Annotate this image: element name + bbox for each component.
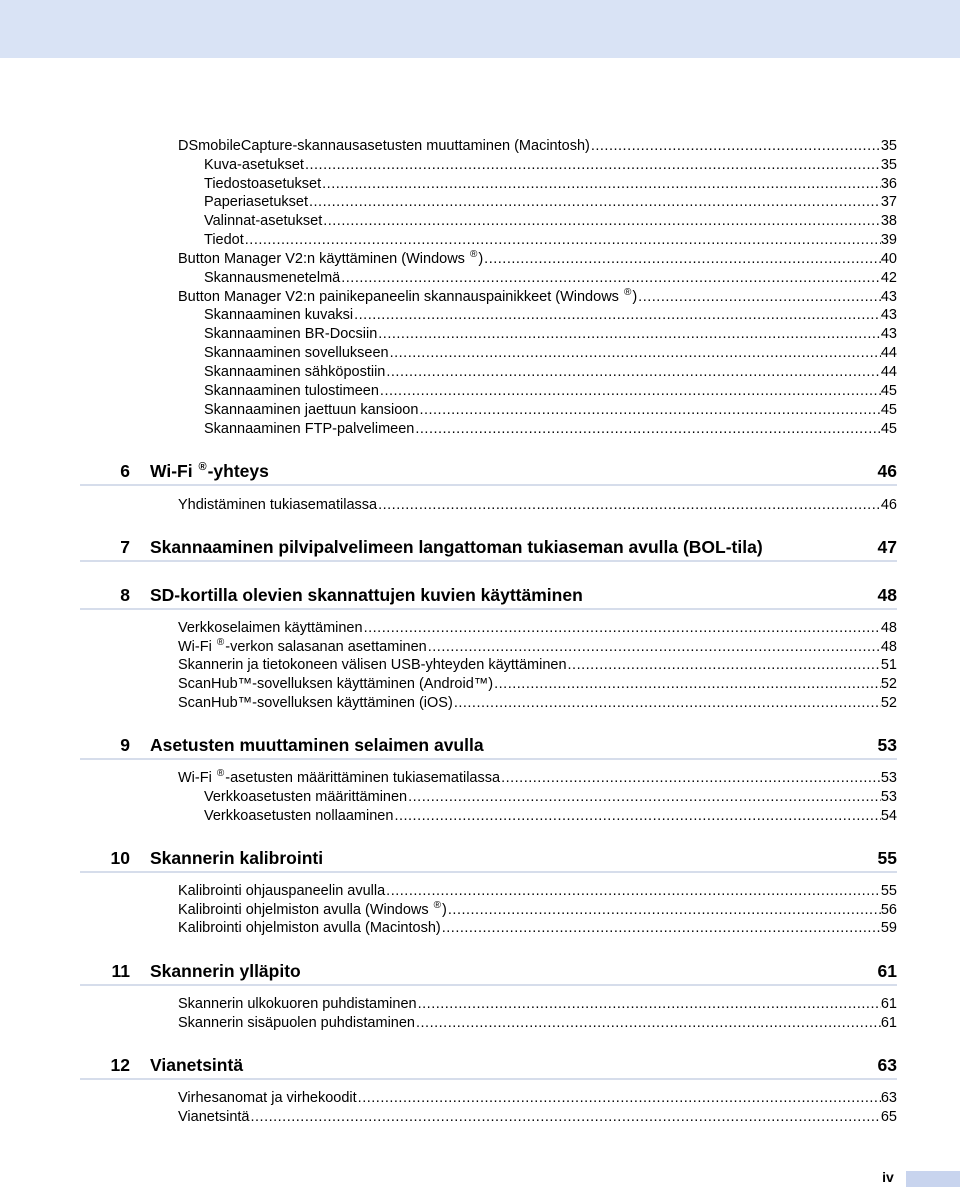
- toc-entry-page: 43: [880, 289, 897, 305]
- chapter-page: 46: [877, 461, 897, 481]
- toc-entry-title: Skannerin sisäpuolen puhdistaminen: [178, 1015, 415, 1031]
- toc-entry-title: Kalibrointi ohjauspaneelin avulla: [178, 883, 386, 899]
- toc-entry-title: ScanHub™-sovelluksen käyttäminen (Android™): [178, 676, 494, 692]
- toc-entry-title: Wi-Fi ®-verkon salasanan asettaminen: [178, 637, 427, 655]
- toc-entry[interactable]: [178, 1108, 897, 1127]
- chapter-heading[interactable]: [80, 1052, 897, 1080]
- toc-leader: [414, 420, 881, 439]
- chapter-number: 6: [120, 461, 130, 481]
- toc-leader: [441, 919, 881, 938]
- toc-entry[interactable]: [178, 638, 897, 657]
- toc-leader: [377, 325, 881, 344]
- footer-band: [906, 1171, 960, 1187]
- toc-entry-page: 35: [880, 138, 897, 154]
- chapter-title: Skannerin kalibrointi: [150, 848, 324, 868]
- toc-leader: [407, 788, 881, 807]
- toc-entry[interactable]: [178, 901, 897, 920]
- chapter-title: Vianetsintä: [150, 1055, 244, 1075]
- chapter-page: 63: [877, 1055, 897, 1075]
- toc-entry[interactable]: [178, 675, 897, 694]
- toc-entry-page: 55: [880, 883, 897, 899]
- toc-entry[interactable]: [204, 382, 897, 401]
- toc-entry[interactable]: [178, 1089, 897, 1108]
- toc-entry[interactable]: [178, 995, 897, 1014]
- chapter-page: 48: [877, 585, 897, 605]
- toc-entry-page: 39: [880, 232, 897, 248]
- toc-entry-page: 46: [880, 497, 897, 513]
- toc-entry[interactable]: [178, 1014, 897, 1033]
- chapter-heading[interactable]: [80, 534, 897, 562]
- toc-entry[interactable]: [204, 212, 897, 231]
- toc-leader: [322, 212, 881, 231]
- toc-entry[interactable]: [204, 269, 897, 288]
- toc-entry-title: Skannaaminen kuvaksi: [204, 307, 354, 323]
- toc-entry[interactable]: [204, 325, 897, 344]
- toc-leader: [357, 1089, 881, 1108]
- toc-leader: [389, 344, 881, 363]
- chapter-page: 47: [877, 537, 897, 557]
- toc-leader: [500, 769, 881, 788]
- toc-entry-title: DSmobileCapture-skannausasetusten muuttaminen (Macintosh): [178, 138, 590, 154]
- toc-entry-title: Vianetsintä: [178, 1109, 250, 1125]
- chapter-title: Asetusten muuttaminen selaimen avulla: [150, 735, 484, 755]
- toc-entry[interactable]: [178, 769, 897, 788]
- toc-entry-title: Button Manager V2:n painikepaneelin skannauspainikkeet (Windows ®): [178, 287, 638, 305]
- toc-entry-page: 63: [880, 1090, 897, 1106]
- registered-mark-icon: ®: [216, 768, 225, 779]
- chapter-page: 55: [877, 848, 897, 868]
- toc-leader: [393, 807, 880, 826]
- toc-entry-title: Button Manager V2:n käyttäminen (Windows ®): [178, 249, 484, 267]
- toc-entry[interactable]: [204, 193, 897, 212]
- toc-entry-title: Paperiasetukset: [204, 194, 308, 210]
- toc-entry[interactable]: [204, 231, 897, 250]
- toc-leader: [415, 1014, 881, 1033]
- toc-entry-page: 53: [880, 789, 897, 805]
- toc-entry[interactable]: [178, 137, 897, 156]
- toc-entry-title: Wi-Fi ®-asetusten määrittäminen tukiasematilassa: [178, 768, 501, 786]
- toc-entry[interactable]: [204, 344, 897, 363]
- toc-leader: [590, 137, 881, 156]
- chapter-heading[interactable]: [80, 845, 897, 873]
- toc-leader: [321, 175, 881, 194]
- toc-entry-title: Skannaaminen tulostimeen: [204, 383, 379, 399]
- toc-entry-page: 43: [880, 326, 897, 342]
- chapter-title: SD-kortilla olevien skannattujen kuvien käyttäminen: [150, 585, 583, 605]
- toc-entry-title: Tiedot: [204, 232, 244, 248]
- toc-entry-title: Skannerin ulkokuoren puhdistaminen: [178, 996, 417, 1012]
- chapter-title: Wi-Fi ®-yhteys: [150, 461, 269, 481]
- toc-entry-page: 43: [880, 307, 897, 323]
- chapter-title: Skannaaminen pilvipalvelimeen langattoman tukiaseman avulla (BOL-tila): [150, 537, 763, 557]
- toc-entry[interactable]: [204, 807, 897, 826]
- chapter-number: 8: [120, 585, 130, 605]
- toc-entry-page: 52: [880, 676, 897, 692]
- toc-leader: [427, 638, 881, 657]
- toc-entry-page: 37: [880, 194, 897, 210]
- chapter-number: 11: [111, 961, 130, 981]
- footer-page-number: iv: [882, 1169, 894, 1185]
- toc-entry-title: Virhesanomat ja virhekoodit: [178, 1090, 357, 1106]
- toc-entry-page: 61: [880, 1015, 897, 1031]
- chapter-number: 9: [120, 735, 130, 755]
- toc-entry[interactable]: [204, 420, 897, 439]
- toc-entry-title: Kuva-asetukset: [204, 157, 304, 173]
- toc-entry-page: 44: [880, 345, 897, 361]
- toc-leader: [418, 401, 880, 420]
- registered-mark-icon: ®: [198, 461, 207, 473]
- chapter-heading[interactable]: [80, 458, 897, 486]
- registered-mark-icon: ®: [623, 287, 632, 298]
- toc-entry-title: Tiedostoasetukset: [204, 176, 322, 192]
- toc-entry[interactable]: [178, 919, 897, 938]
- toc-leader: [363, 619, 881, 638]
- toc-entry-title: Verkkoasetusten nollaaminen: [204, 808, 394, 824]
- toc-entry-title: Verkkoasetusten määrittäminen: [204, 789, 408, 805]
- toc-entry-page: 52: [880, 695, 897, 711]
- chapter-number: 10: [110, 848, 130, 868]
- toc-entry[interactable]: [178, 882, 897, 901]
- toc-leader: [385, 882, 881, 901]
- toc-entry-title: Yhdistäminen tukiasematilassa: [178, 497, 378, 513]
- chapter-page: 61: [877, 961, 897, 981]
- toc-entry[interactable]: [204, 156, 897, 175]
- toc-leader: [447, 901, 881, 920]
- toc-entry[interactable]: [204, 306, 897, 325]
- chapter-heading[interactable]: [80, 582, 897, 610]
- toc-entry[interactable]: [178, 288, 897, 307]
- toc-entry[interactable]: [204, 788, 897, 807]
- registered-mark-icon: ®: [433, 900, 442, 911]
- toc-entry-page: 40: [880, 251, 897, 267]
- toc-entry-page: 54: [880, 808, 897, 824]
- toc-entry[interactable]: [178, 694, 897, 713]
- toc-entry-title: Verkkoselaimen käyttäminen: [178, 620, 363, 636]
- chapter-title: Skannerin ylläpito: [150, 961, 301, 981]
- registered-mark-icon: ®: [216, 637, 225, 648]
- toc-leader: [483, 250, 881, 269]
- toc-entry-title: Kalibrointi ohjelmiston avulla (Windows ®): [178, 900, 447, 918]
- toc-entry-page: 36: [880, 176, 897, 192]
- toc-entry[interactable]: [178, 496, 897, 515]
- toc-entry-page: 42: [880, 270, 897, 286]
- toc-entry[interactable]: [178, 656, 897, 675]
- toc-entry-title: Skannausmenetelmä: [204, 270, 341, 286]
- toc-entry-title: Skannerin ja tietokoneen välisen USB-yhteyden käyttäminen: [178, 657, 567, 673]
- toc-entry-title: Skannaaminen sovellukseen: [204, 345, 389, 361]
- toc-entry[interactable]: [178, 619, 897, 638]
- toc-entry-title: Valinnat-asetukset: [204, 213, 323, 229]
- toc-leader: [304, 156, 881, 175]
- toc-entry-title: Skannaaminen jaettuun kansioon: [204, 402, 419, 418]
- toc-entry[interactable]: [204, 363, 897, 382]
- chapter-number: 12: [110, 1055, 130, 1075]
- chapter-number: 7: [120, 537, 130, 557]
- toc-leader: [340, 269, 881, 288]
- chapter-page: 53: [877, 735, 897, 755]
- chapter-heading[interactable]: [80, 958, 897, 986]
- chapter-heading[interactable]: [80, 732, 897, 760]
- toc-entry[interactable]: [204, 401, 897, 420]
- toc-leader: [453, 694, 881, 713]
- toc-entry-page: 38: [880, 213, 897, 229]
- toc-entry-title: Skannaaminen FTP-palvelimeen: [204, 421, 415, 437]
- toc-leader: [493, 675, 881, 694]
- toc-leader: [379, 382, 881, 401]
- toc-leader: [353, 306, 881, 325]
- toc-entry[interactable]: [204, 175, 897, 194]
- toc-entry-title: Kalibrointi ohjelmiston avulla (Macintosh): [178, 920, 441, 936]
- toc-leader: [249, 1108, 880, 1127]
- toc-entry-page: 56: [880, 902, 897, 918]
- toc-entry-page: 45: [880, 402, 897, 418]
- toc-entry-page: 51: [880, 657, 897, 673]
- toc-leader: [417, 995, 881, 1014]
- toc-entry-page: 44: [880, 364, 897, 380]
- toc-leader: [567, 656, 881, 675]
- toc-entry-page: 45: [880, 421, 897, 437]
- toc-entry-page: 53: [880, 770, 897, 786]
- toc-leader: [377, 496, 881, 515]
- toc-leader: [385, 363, 880, 382]
- toc-entry-page: 65: [880, 1109, 897, 1125]
- toc-leader: [637, 288, 881, 307]
- toc-entry-title: ScanHub™-sovelluksen käyttäminen (iOS): [178, 695, 453, 711]
- registered-mark-icon: ®: [469, 249, 478, 260]
- toc-entry-page: 48: [880, 620, 897, 636]
- toc-entry-page: 45: [880, 383, 897, 399]
- toc-leader: [244, 231, 881, 250]
- toc-entry-page: 61: [880, 996, 897, 1012]
- toc-entry-title: Skannaaminen sähköpostiin: [204, 364, 386, 380]
- toc-entry-page: 59: [880, 920, 897, 936]
- toc-entry-title: Skannaaminen BR-Docsiin: [204, 326, 378, 342]
- toc-entry-page: 35: [880, 157, 897, 173]
- toc-entry[interactable]: [178, 250, 897, 269]
- toc-leader: [308, 193, 881, 212]
- toc-entry-page: 48: [880, 639, 897, 655]
